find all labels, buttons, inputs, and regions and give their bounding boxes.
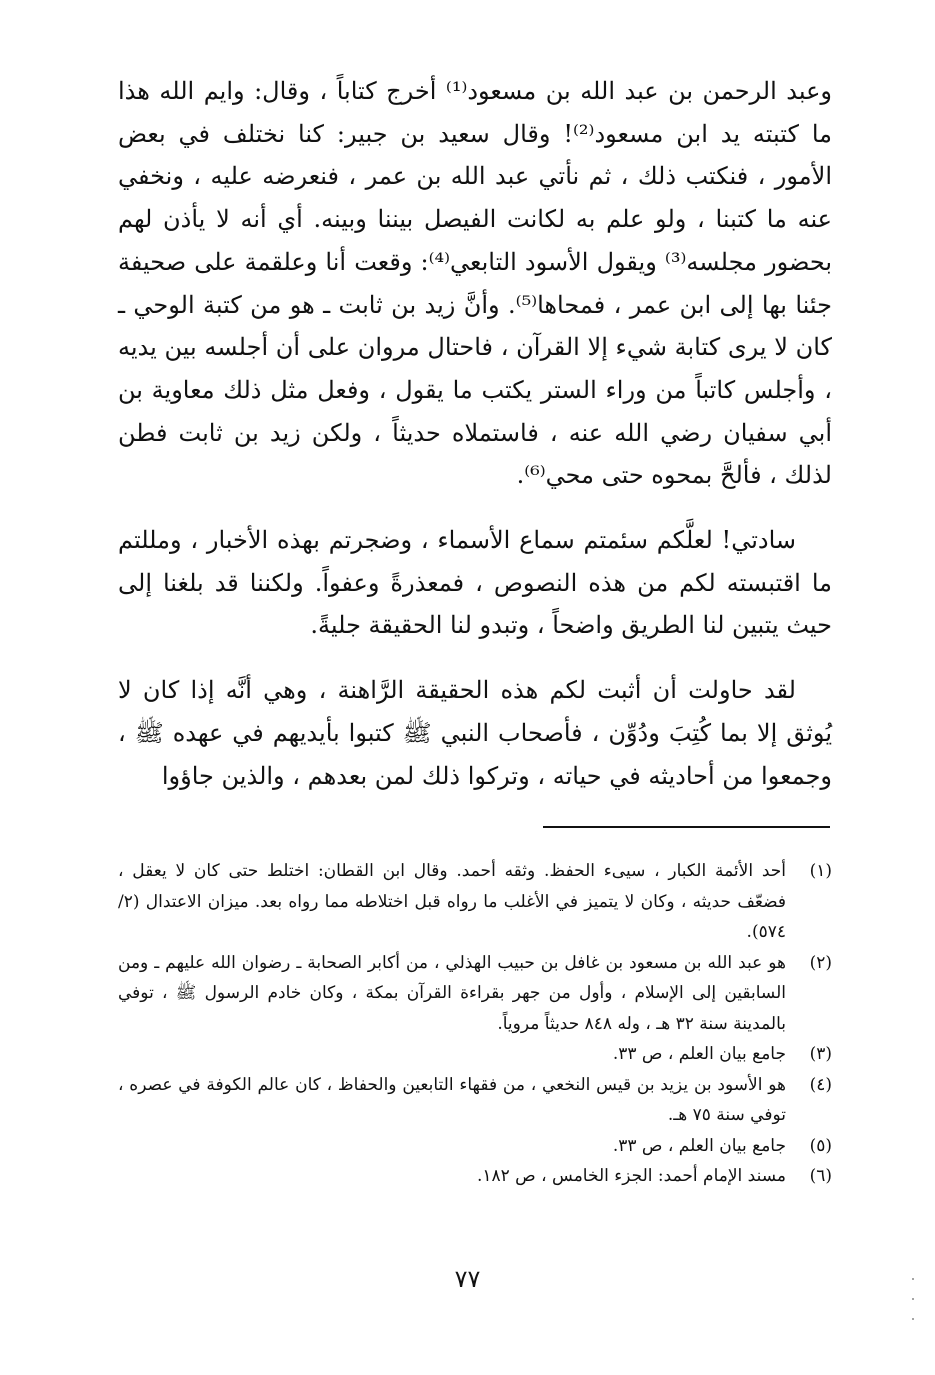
footnote: [118, 856, 832, 948]
footnote: [118, 1161, 832, 1192]
footnote-text: هو عبد الله بن مسعود بن غافل بن حبيب الهذلي ، من أكابر الصحابة ـ رضوان الله عليهم ـ ومن السابقين إلى الإسلام ، وأول من جهر بقراءة القرآن بمكة ، وكان خادم الرسول ﷺ ، توفي بالمدينة سنة ٣٢ هـ ، وله ٨٤٨ حديثاً مروياً.: [118, 952, 786, 1034]
margin-dots-decoration: [910, 1278, 916, 1338]
page-number: ٧٧: [454, 1265, 481, 1293]
footnote-text: هو الأسود بن يزيد بن قيس النخعي ، من فقهاء التابعين والحفاظ ، كان عالم الكوفة في عصره ، توفي سنة ٧٥ هـ.: [118, 1074, 786, 1125]
footnote-number: (٤): [809, 1074, 832, 1095]
footnote-text: جامع بيان العلم ، ص ٣٣.: [612, 1044, 786, 1064]
paragraph-3: لقد حاولت أن أثبت لكم هذه الحقيقة الرَّاهنة ، وهي أنَّه إذا كان لا يُوثق إلا بما كُتِبَ ودُوِّن ، فأصحاب النبي ﷺ كتبوا بأيديهم في عهده ﷺ ، وجمعوا من أحاديثه في حياته ، وتركوا ذلك لمن بعدهم ، والذين جاؤوا: [118, 676, 832, 790]
footnote: [118, 1131, 832, 1162]
footnote-separator: [543, 826, 830, 828]
footnote-number: (٢): [809, 952, 832, 973]
main-text: [118, 70, 832, 819]
footnote-number: (٦): [809, 1166, 832, 1186]
footnote-number: (٥): [809, 1135, 832, 1156]
footnote-text: مسند الإمام أحمد: الجزء الخامس ، ص ١٨٢.: [476, 1166, 786, 1186]
footnotes: [118, 856, 832, 1192]
footnote-number: (١): [809, 861, 832, 881]
footnote: [118, 1070, 832, 1131]
footnote: [118, 1039, 832, 1070]
footnote: [118, 948, 832, 1040]
margin-dot: [912, 1278, 914, 1280]
paragraph-2: سادتي! لعلَّكم سئمتم سماع الأسماء ، وضجرتم بهذه الأخبار ، ومللتم ما اقتبسته لكم من هذه النصوص ، فمعذرةً وعفواً. ولكننا قد بلغنا إلى حيث يتبين لنا الطريق واضحاً ، وتبدو لنا الحقيقة جليةً.: [118, 526, 832, 640]
margin-dot: [912, 1318, 914, 1320]
footnote-text: أحد الأئمة الكبار ، سيىء الحفظ. وثقه أحمد. وقال ابن القطان: اختلط حتى كان لا يعقل ، فضعّف حديثه ، وكان لا يتميز في الأغلب ما رواه قبل اختلاطه مما رواه بعد. ميزان الاعتدال (٢/ ٥٧٤).: [118, 861, 786, 942]
paragraph-1: وعبد الرحمن بن عبد الله بن مسعود⁽¹⁾ أخرج كتاباً ، وقال: وايم الله هذا ما كتبته يد ابن مسعود⁽²⁾! وقال سعيد بن جبير: كنا نختلف في بعض الأمور ، فنكتب ذلك ، ثم نأتي عبد الله بن عمر ، فنعرضه عليه ، ونخفي عنه ما كتبنا ، ولو علم به لكانت الفيصل بيننا وبينه. أي أنه لا يأذن لهم بحضور مجلسه⁽³⁾ ويقول الأسود التابعي⁽⁴⁾: وقعت أنا وعلقمة على صحيفة جئنا بها إلى ابن عمر ، فمحاها⁽⁵⁾. وأنَّ زيد بن ثابت ـ هو من كتبة الوحي ـ كان لا يرى كتابة شيء إلا القرآن ، فاحتال مروان على أن أجلسه بين يديه ، وأجلس كاتباً من وراء الستر يكتب ما يقول ، وفعل مثل ذلك معاوية بن أبي سفيان رضي الله عنه ، فاستملاه حديثاً ، ولكن زيد بن ثابت فطن لذلك ، فألحَّ بمحوه حتى محي⁽⁶⁾.: [118, 77, 833, 490]
margin-dot: [912, 1298, 914, 1300]
footnote-text: جامع بيان العلم ، ص ٣٣.: [612, 1135, 786, 1156]
footnote-number: (٣): [809, 1044, 832, 1064]
